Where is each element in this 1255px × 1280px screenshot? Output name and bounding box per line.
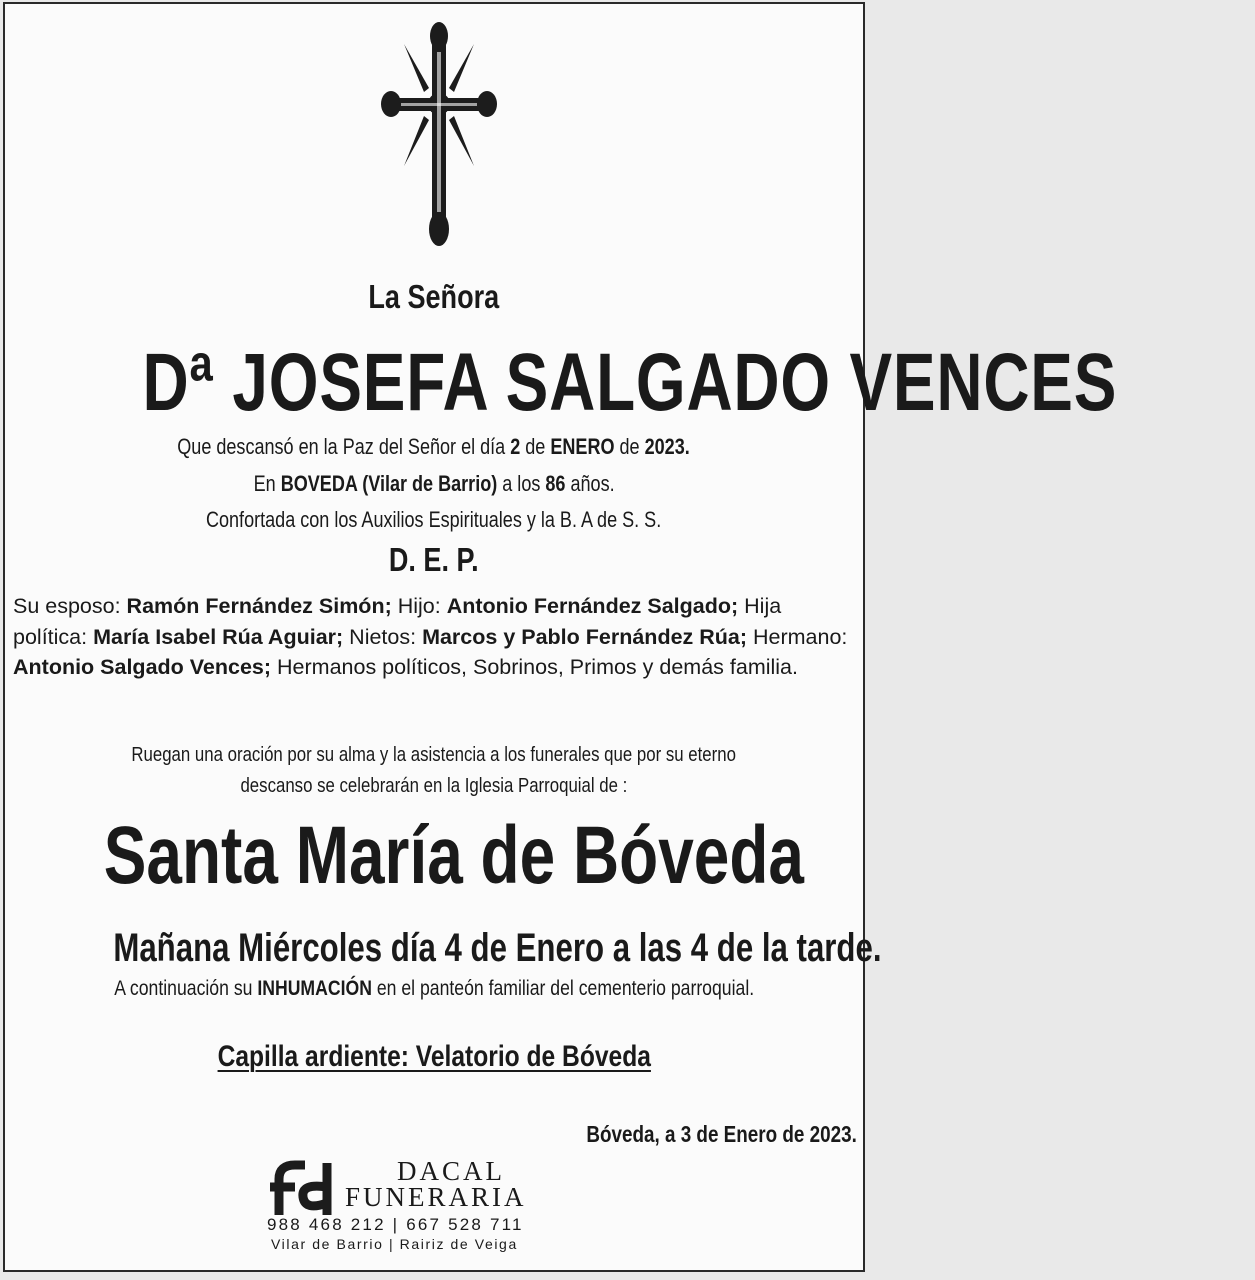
place-age-line: En BOVEDA (Vilar de Barrio) a los 86 años. bbox=[253, 471, 615, 496]
prayer-request: Ruegan una oración por su alma y la asistencia a los funerales que por su eterno descanso se celebrarán en la Iglesia Parroquial de : bbox=[131, 743, 737, 797]
death-date-line: Que descansó en la Paz del Señor el día 2 de ENERO de 2023. bbox=[177, 434, 691, 459]
chapel-line: Capilla ardiente: Velatorio de Bóveda bbox=[217, 1040, 651, 1073]
deceased-name: Dª JOSEFA SALGADO VENCES bbox=[142, 337, 1118, 428]
funeral-time: Mañana Miércoles día 4 de Enero a las 4 de la tarde. bbox=[113, 926, 882, 970]
fd-monogram-icon bbox=[265, 1159, 345, 1217]
title-prefix: La Señora bbox=[368, 278, 500, 315]
family-list: Su esposo: Ramón Fernández Simón; Hijo: Antonio Fernández Salgado; Hija política: María Isabel Rúa Aguiar; Nietos: Marcos y Pablo Fernández Rúa; Hermano: Antonio Salgado Vences; Hermanos políticos, Sobrinos, Primos y demás familia. bbox=[13, 594, 848, 679]
church-name: Santa María de Bóveda bbox=[103, 810, 805, 901]
logo-phones: 988 468 212 | 667 528 711 bbox=[267, 1215, 524, 1234]
place-date: Bóveda, a 3 de Enero de 2023. bbox=[586, 1121, 857, 1147]
logo-locations: Vilar de Barrio | Rairiz de Veiga bbox=[271, 1236, 518, 1252]
dep-heading: D. E. P. bbox=[389, 541, 479, 578]
cross-icon bbox=[377, 14, 501, 250]
obituary-notice bbox=[3, 2, 1118, 1272]
burial-line: A continuación su INHUMACIÓN en el panteón familiar del cementerio parroquial. bbox=[114, 976, 754, 1000]
sacraments-line: Confortada con los Auxilios Espirituales y la B. A de S. S. bbox=[206, 507, 662, 532]
logo-name-line1: DACAL bbox=[397, 1156, 505, 1186]
logo-name-line2: FUNERARIA bbox=[345, 1182, 527, 1212]
